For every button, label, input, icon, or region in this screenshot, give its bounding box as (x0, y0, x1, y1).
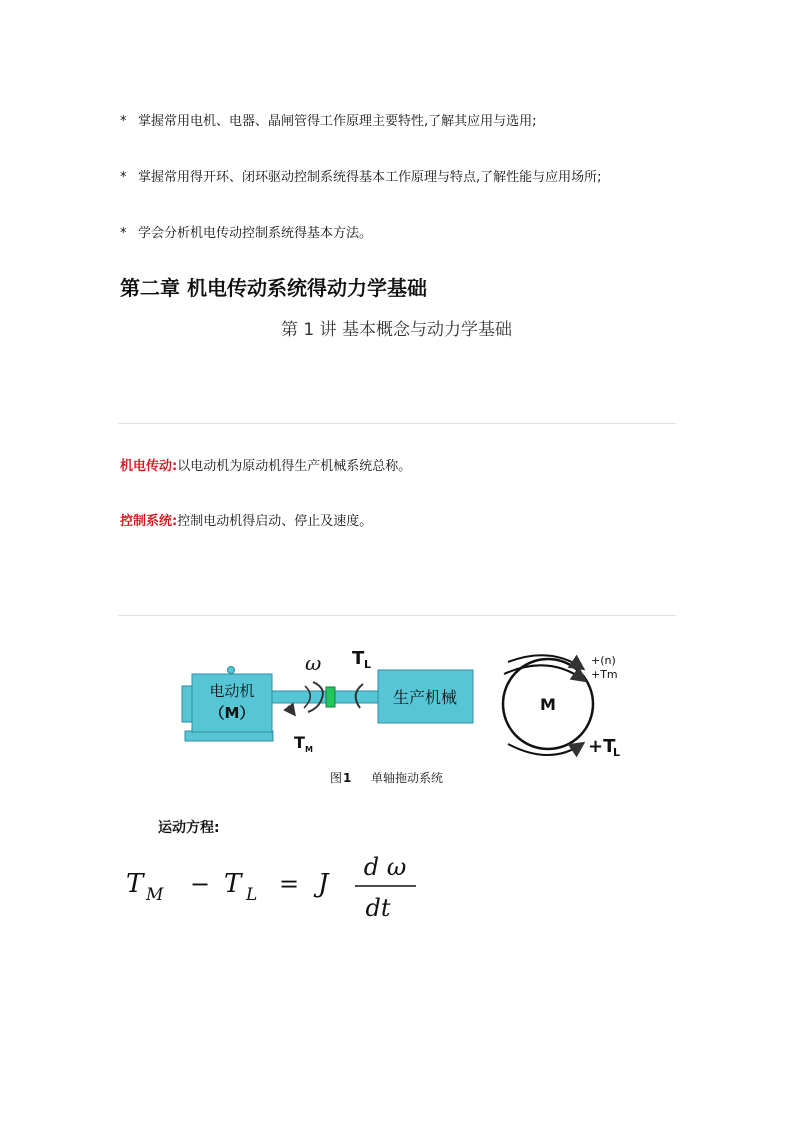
bullet-marker: * (120, 114, 127, 129)
tm-sub-label: M (305, 745, 313, 754)
omega-label: ω (305, 651, 322, 675)
motor-block (182, 667, 273, 742)
objective-text: 掌握常用得开环、闭环驱动控制系统得基本工作原理与特点,了解性能与应用场所; (138, 170, 602, 185)
tl-label: T (352, 648, 365, 669)
figure-caption-prefix: 图 (330, 771, 343, 785)
eq-j: J (318, 869, 329, 899)
definition-text: 以电动机为原动机得生产机械系统总称。 (177, 459, 412, 474)
definition-term: 控制系统: (120, 514, 178, 529)
shaft (272, 691, 378, 703)
motor-label: 电动机 (209, 682, 255, 700)
torque-arrow-tm (288, 706, 294, 714)
objective-item (120, 222, 372, 241)
objective-text: 学会分析机电传动控制系统得基本方法。 (138, 226, 373, 241)
eq-minus: − (190, 870, 211, 898)
machine-label: 生产机械 (392, 688, 458, 707)
tl-plus-label: +T (588, 736, 616, 757)
bullet-marker: * (120, 226, 127, 241)
eq-numerator: d ω (363, 853, 407, 881)
definition-item (120, 510, 372, 529)
definition-text: 控制电动机得启动、停止及速度。 (177, 514, 373, 529)
motion-equation (120, 848, 440, 928)
motion-equation-label: 运动方程: (158, 820, 220, 836)
n-label: +(n) (591, 654, 616, 667)
eq-tl-sub: L (246, 885, 258, 905)
objective-text: 掌握常用电机、电器、晶闸管得工作原理主要特性,了解其应用与选用; (138, 114, 537, 129)
chapter-title: 第二章 机电传动系统得动力学基础 (120, 276, 427, 300)
figure-caption-number: 1 (343, 771, 352, 785)
bullet-marker: * (120, 170, 127, 185)
divider (118, 615, 676, 616)
objective-item (120, 166, 602, 185)
tl-plus-sub-label: L (613, 746, 621, 759)
drive-system-figure (178, 648, 638, 793)
motor-label-m: （M） (209, 704, 255, 722)
definition-item (120, 455, 411, 474)
eq-denominator: dt (365, 894, 391, 922)
tm-plus-label: +Tm (591, 668, 618, 681)
figure-caption-text: 单轴拖动系统 (371, 771, 444, 785)
tm-label: T (294, 733, 305, 752)
coupling (326, 687, 335, 707)
definition-term: 机电传动: (120, 459, 178, 474)
eq-tm-sub: M (146, 885, 164, 905)
rotor-label: M (540, 695, 556, 714)
objective-item (120, 110, 537, 129)
tl-sub-label: L (364, 658, 372, 671)
eq-equals: = (279, 870, 300, 898)
lecture-title: 第 1 讲 基本概念与动力学基础 (280, 320, 513, 340)
eq-tm: T (126, 869, 144, 899)
eq-tl: T (224, 869, 242, 899)
divider (118, 423, 676, 424)
